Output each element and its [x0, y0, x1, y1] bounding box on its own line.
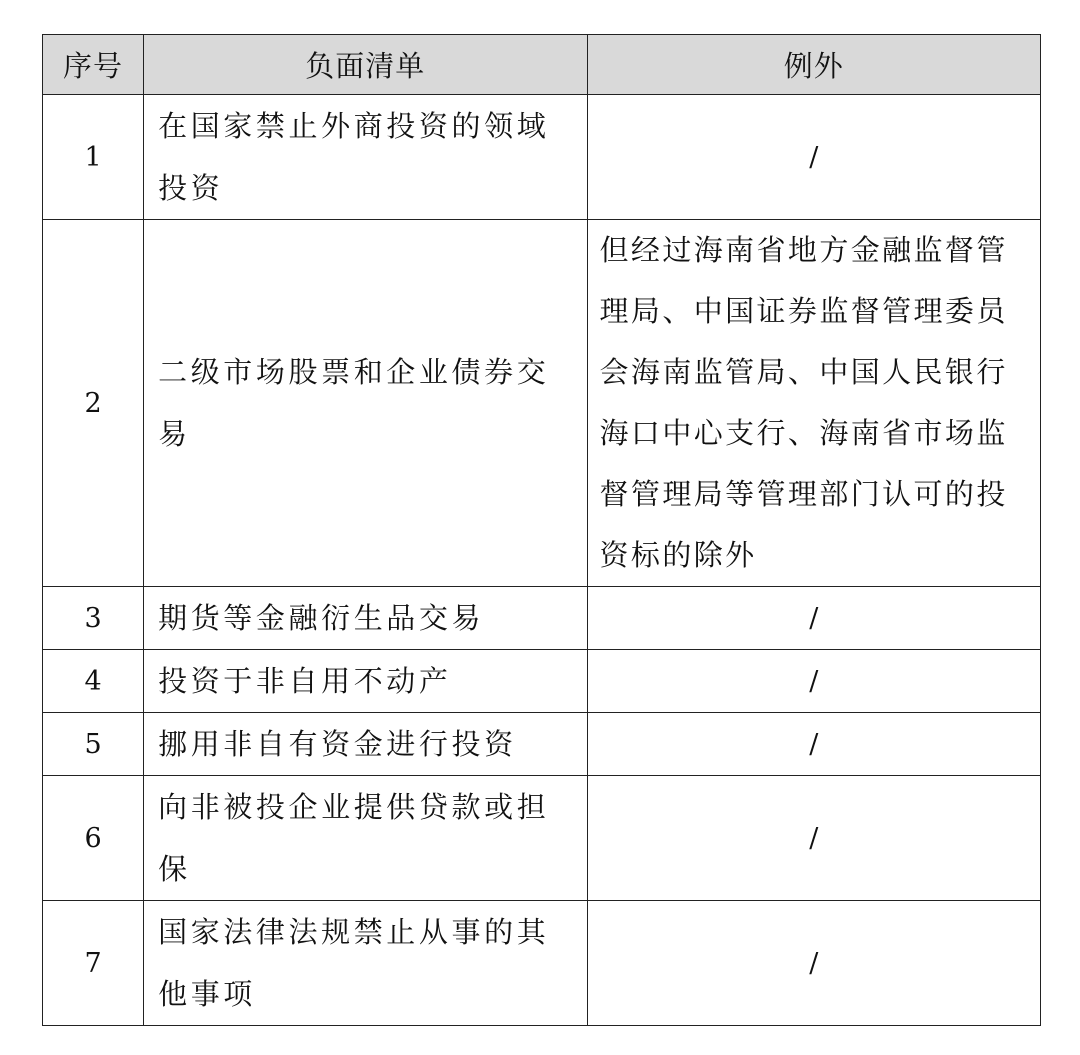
row-number: 5 [43, 713, 144, 776]
header-negative-list: 负面清单 [144, 35, 587, 95]
negative-list-item: 二级市场股票和企业债券交易 [144, 220, 587, 587]
negative-list-item: 期货等金融衍生品交易 [144, 587, 587, 650]
table-row [43, 95, 1041, 220]
exception-cell: / [587, 650, 1040, 713]
row-number: 2 [43, 220, 144, 587]
negative-list-item: 挪用非自有资金进行投资 [144, 713, 587, 776]
exception-cell: / [587, 95, 1040, 220]
negative-list-table [42, 34, 1041, 1026]
exception-cell: / [587, 587, 1040, 650]
table-row [43, 776, 1041, 901]
exception-cell: / [587, 713, 1040, 776]
table-header-row [43, 35, 1041, 95]
table-row [43, 713, 1041, 776]
row-number: 6 [43, 776, 144, 901]
table-row [43, 901, 1041, 1026]
row-number: 7 [43, 901, 144, 1026]
negative-list-item: 向非被投企业提供贷款或担保 [144, 776, 587, 901]
exception-cell: 但经过海南省地方金融监督管理局、中国证券监督管理委员会海南监管局、中国人民银行海口中心支行、海南省市场监督管理局等管理部门认可的投资标的除外 [587, 220, 1040, 587]
table-row [43, 220, 1041, 587]
negative-list-item: 国家法律法规禁止从事的其他事项 [144, 901, 587, 1026]
row-number: 4 [43, 650, 144, 713]
exception-cell: / [587, 776, 1040, 901]
negative-list-item: 投资于非自用不动产 [144, 650, 587, 713]
row-number: 1 [43, 95, 144, 220]
table-row [43, 587, 1041, 650]
header-exception: 例外 [587, 35, 1040, 95]
exception-cell: / [587, 901, 1040, 1026]
header-serial-number: 序号 [43, 35, 144, 95]
table-row [43, 650, 1041, 713]
row-number: 3 [43, 587, 144, 650]
negative-list-item: 在国家禁止外商投资的领域投资 [144, 95, 587, 220]
